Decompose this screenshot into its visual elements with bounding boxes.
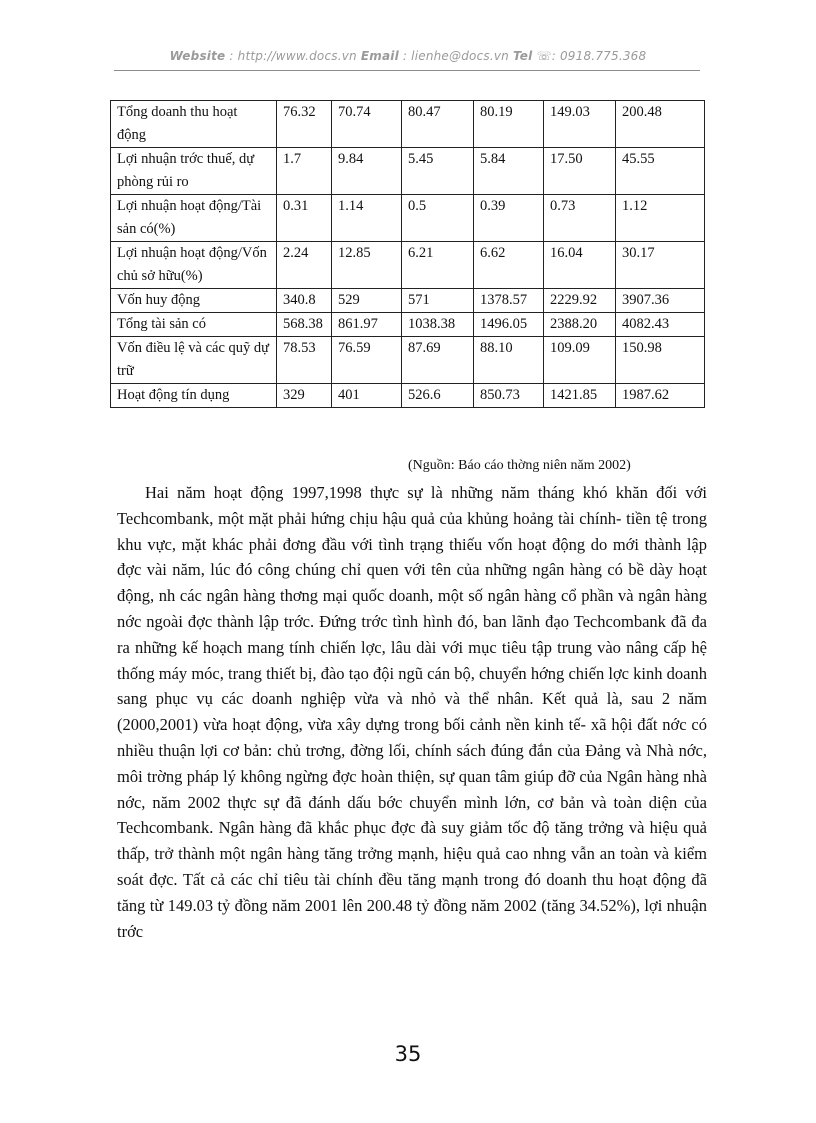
table-cell: 529: [332, 289, 402, 313]
table-cell: 45.55: [616, 148, 705, 195]
table-row: [111, 337, 705, 384]
table-body: [111, 101, 705, 408]
row-label: Tổng doanh thu hoạt động: [111, 101, 277, 148]
table-cell: 2.24: [277, 242, 332, 289]
email-value: : lienhe@docs.vn: [402, 49, 509, 63]
table-cell: 0.73: [544, 195, 616, 242]
table-cell: 150.98: [616, 337, 705, 384]
table-cell: 17.50: [544, 148, 616, 195]
body-paragraph: Hai năm hoạt động 1997,1998 thực sự là những năm tháng khó khăn đối với Techcombank, một mặt phải hứng chịu hậu quả của khủng hoảng tài chính- tiền tệ trong khu vực, mặt khác phải đơng đầu với tình trạng thiếu vốn hoạt động do mới thành lập đợc vài năm, lúc đó công chúng chỉ quen với tên của những ngân hàng có bề dày hoạt động, nh các ngân hàng thơng mại quốc doanh, một số ngân hàng cổ phần và ngân hàng nớc ngoài đợc thành lập trớc. Đứng trớc tình hình đó, ban lãnh đạo Techcombank đã đa ra những kế hoạch mang tính chiến lợc, lâu dài với mục tiêu tập trung vào nâng cấp hệ thống máy móc, trang thiết bị, đào tạo đội ngũ cán bộ, chuyển hớng chiến lợc kinh doanh sang phục vụ các doanh nghiệp vừa và nhỏ và thể nhân. Kết quả là, sau 2 năm (2000,2001) vừa hoạt động, vừa xây dựng trong bối cảnh nền kinh tế- xã hội đất nớc có nhiều thuận lợi cơ bản: chủ trơng, đờng lối, chính sách đúng đắn của Đảng và Nhà nớc, môi trờng pháp lý không ngừng đợc hoàn thiện, sự quan tâm giúp đỡ của Ngân hàng nhà nớc, năm 2002 thực sự đã đánh dấu bớc chuyển mình lớn, cơ bản và toàn diện của Techcombank. Ngân hàng đã khắc phục đợc đà suy giảm tốc độ tăng trởng và hiệu quả thấp, trở thành một ngân hàng tăng trởng mạnh, hiệu quả cao nhng vẫn an toàn và kiểm soát đợc. Tất cả các chỉ tiêu tài chính đều tăng mạnh trong đó doanh thu hoạt động đã tăng từ 149.03 tỷ đồng năm 2001 lên 200.48 tỷ đồng năm 2002 (tăng 34.52%), lợi nhuận trớc: [117, 483, 707, 941]
table-row: [111, 313, 705, 337]
table-cell: 88.10: [474, 337, 544, 384]
table-cell: 1987.62: [616, 384, 705, 408]
table-row: [111, 242, 705, 289]
row-label: Hoạt động tín dụng: [111, 384, 277, 408]
table-cell: 76.32: [277, 101, 332, 148]
table-cell: 6.21: [402, 242, 474, 289]
table-cell: 78.53: [277, 337, 332, 384]
table-cell: 1.7: [277, 148, 332, 195]
table-cell: 401: [332, 384, 402, 408]
table-cell: 0.5: [402, 195, 474, 242]
table-cell: 6.62: [474, 242, 544, 289]
table-cell: 5.84: [474, 148, 544, 195]
table-cell: 1.12: [616, 195, 705, 242]
table-cell: 3907.36: [616, 289, 705, 313]
table-cell: 9.84: [332, 148, 402, 195]
website-label: Website: [169, 49, 226, 63]
website-value: : http://www.docs.vn: [229, 49, 357, 63]
row-label: Lợi nhuận hoạt động/Vốn chủ sở hữu(%): [111, 242, 277, 289]
table-cell: 1496.05: [474, 313, 544, 337]
row-label: Lợi nhuận hoạt động/Tài sản có(%): [111, 195, 277, 242]
table-cell: 1.14: [332, 195, 402, 242]
table-cell: 850.73: [474, 384, 544, 408]
table-cell: 861.97: [332, 313, 402, 337]
table-row: [111, 148, 705, 195]
table-cell: 571: [402, 289, 474, 313]
table-cell: 200.48: [616, 101, 705, 148]
table-cell: 2229.92: [544, 289, 616, 313]
header-divider: [114, 70, 700, 71]
table-cell: 12.85: [332, 242, 402, 289]
table-cell: 5.45: [402, 148, 474, 195]
table-cell: 0.31: [277, 195, 332, 242]
table-cell: 1421.85: [544, 384, 616, 408]
table-cell: 30.17: [616, 242, 705, 289]
row-label: Tổng tài sản có: [111, 313, 277, 337]
table-cell: 80.19: [474, 101, 544, 148]
row-label: Lợi nhuận trớc thuế, dự phòng rủi ro: [111, 148, 277, 195]
table-cell: 149.03: [544, 101, 616, 148]
table-cell: 1038.38: [402, 313, 474, 337]
table-cell: 340.8: [277, 289, 332, 313]
table-cell: 87.69: [402, 337, 474, 384]
table-cell: 0.39: [474, 195, 544, 242]
table-cell: 109.09: [544, 337, 616, 384]
table-cell: 329: [277, 384, 332, 408]
table-cell: 70.74: [332, 101, 402, 148]
table-row: [111, 289, 705, 313]
table-cell: 4082.43: [616, 313, 705, 337]
table-cell: 1378.57: [474, 289, 544, 313]
phone-icon: ☏: [536, 49, 552, 63]
source-note: (Nguồn: Báo cáo thờng niên năm 2002): [408, 458, 631, 473]
table-row: [111, 101, 705, 148]
row-label: Vốn điều lệ và các quỹ dự trữ: [111, 337, 277, 384]
table-cell: 16.04: [544, 242, 616, 289]
row-label: Vốn huy động: [111, 289, 277, 313]
table-row: [111, 384, 705, 408]
table-cell: 568.38: [277, 313, 332, 337]
tel-value: : 0918.775.368: [551, 49, 647, 63]
financial-indicators-table: [110, 100, 705, 408]
table-cell: 80.47: [402, 101, 474, 148]
table-cell: 526.6: [402, 384, 474, 408]
table-cell: 2388.20: [544, 313, 616, 337]
table-cell: 76.59: [332, 337, 402, 384]
page-number: 35: [394, 1042, 422, 1066]
tel-label: Tel: [512, 49, 533, 63]
email-label: Email: [360, 49, 399, 63]
page-header: [0, 49, 816, 63]
table-row: [111, 195, 705, 242]
